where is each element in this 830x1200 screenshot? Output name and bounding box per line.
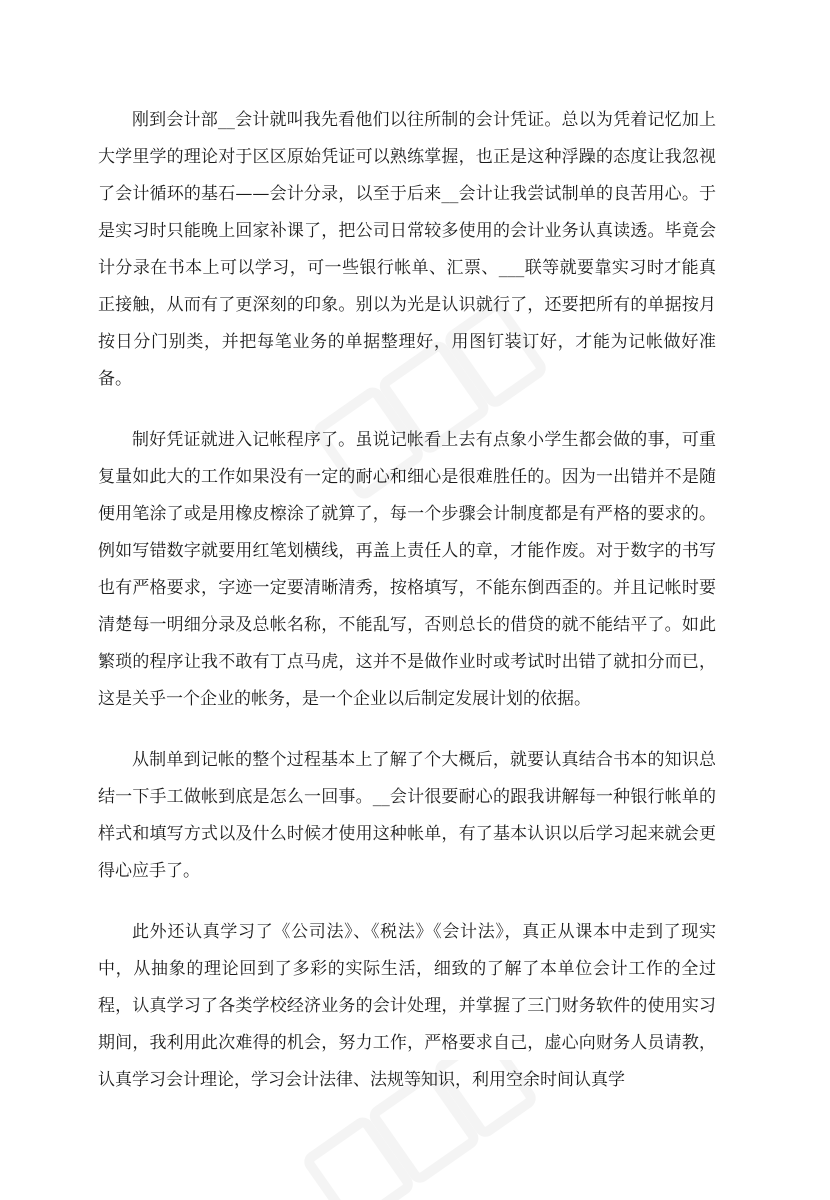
paragraph-2: 制好凭证就进入记帐程序了。虽说记帐看上去有点象小学生都会做的事，可重复量如此大的工作如果没有一定的耐心和细心是很难胜任的。因为一出错并不是随便用笔涂了或是用橡皮檫涂了就算了，每一个步骤会计制度都是有严格的要求的。例如写错数字就要用红笔划横线，再盖上责任人的章，才能作废。对于数字的书写也有严格要求，字迹一定要清晰清秀，按格填写，不能东倒西歪的。并且记帐时要清楚每一明细分录及总帐名称，不能乱写，否则总长的借贷的就不能结平了。如此繁琐的程序让我不敢有丁点马虎，这并不是做作业时或考试时出错了就扣分而已，这是关乎一个企业的帐务，是一个企业以后制定发展计划的依据。 [98,430,716,709]
paragraph-1: 刚到会计部__会计就叫我先看他们以往所制的会计凭证。总以为凭着记忆加上大学里学的理论对于区区原始凭证可以熟练掌握，也正是这种浮躁的态度让我忽视了会计循环的基石——会计分录，以至于后来__会计让我尝试制单的良苦用心。于是实习时只能晚上回家补课了，把公司日常较多使用的会计业务认真读透。毕竟会计分录在书本上可以学习，可一些银行帐单、汇票、___联等就要靠实习时才能真正接触，从而有了更深刻的印象。别以为光是认识就行了，还要把所有的单据按月按日分门别类，并把每笔业务的单据整理好，用图钉装订好，才能为记帐做好准备。 [98,110,716,389]
paragraph-4: 此外还认真学习了《公司法》、《税法》《会计法》，真正从课本中走到了现实中，从抽象的理论回到了多彩的实际生活，细致的了解了本单位会计工作的全过程，认真学习了各类学校经济业务的会计处理，并掌握了三门财务软件的使用实习期间，我利用此次难得的机会，努力工作，严格要求自己，虚心向财务人员请教，认真学习会计理论，学习会计法律、法规等知识，利用空余时间认真学 [98,922,716,1090]
document-body [98,102,716,1123]
paragraph-3: 从制单到记帐的整个过程基本上了解了个大概后，就要认真结合书本的知识总结一下手工做帐到底是怎么一回事。__会计很要耐心的跟我讲解每一种银行帐单的样式和填写方式以及什么时候才使用这种帐单，有了基本认识以后学习起来就会更得心应手了。 [98,750,716,881]
